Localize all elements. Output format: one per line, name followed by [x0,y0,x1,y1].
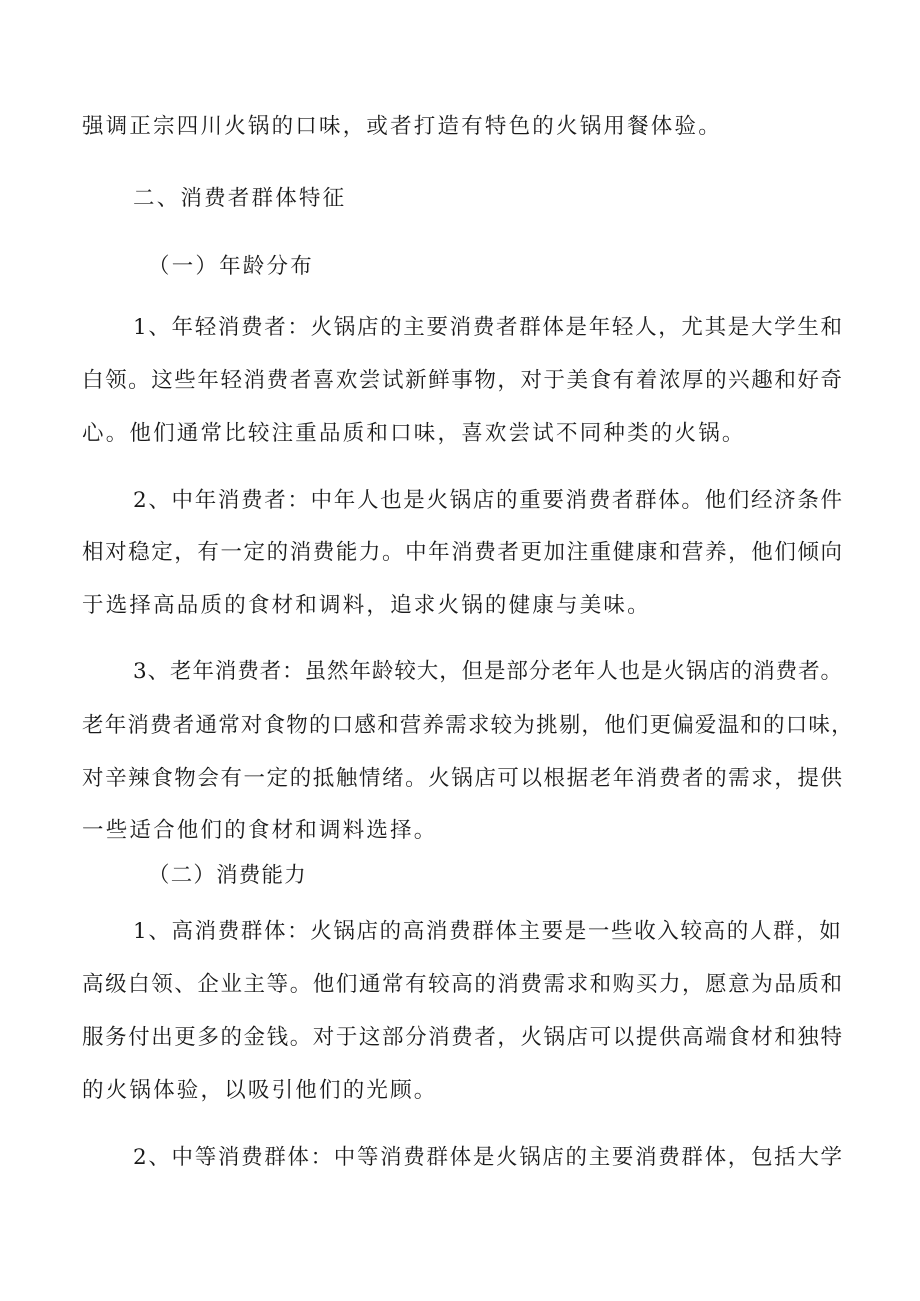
paragraph-line: 白领。这些年轻消费者喜欢尝试新鲜事物，对于美食有着浓厚的兴趣和好奇 [82,368,842,393]
paragraph-line: 1、年轻消费者：火锅店的主要消费者群体是年轻人，尤其是大学生和 [133,315,842,340]
paragraph-line: 一些适合他们的食材和调料选择。 [82,818,438,843]
paragraph-line: 2、中年消费者：中年人也是火锅店的重要消费者群体。他们经济条件 [133,488,842,513]
paragraph-line: 高级白领、企业主等。他们通常有较高的消费需求和购买力，愿意为品质和 [82,972,842,997]
paragraph-line: 1、高消费群体：火锅店的高消费群体主要是一些收入较高的人群，如 [133,919,842,944]
paragraph-line: 2、中等消费群体：中等消费群体是火锅店的主要消费群体，包括大学 [133,1145,842,1170]
paragraph-line: 的火锅体验，以吸引他们的光顾。 [82,1078,438,1103]
subsection-heading: （二）消费能力 [148,863,307,888]
paragraph-line: 于选择高品质的食材和调料，追求火锅的健康与美味。 [82,593,651,618]
paragraph-line: 对辛辣食物会有一定的抵触情绪。火锅店可以根据老年消费者的需求，提供 [82,766,842,791]
paragraph-line: 强调正宗四川火锅的口味，或者打造有特色的火锅用餐体验。 [82,114,722,139]
paragraph-line: 服务付出更多的金钱。对于这部分消费者，火锅店可以提供高端食材和独特 [82,1025,842,1050]
paragraph-line: 老年消费者通常对食物的口感和营养需求较为挑剔，他们更偏爱温和的口味， [82,713,854,738]
paragraph-line: 3、老年消费者：虽然年龄较大，但是部分老年人也是火锅店的消费者。 [133,659,842,684]
subsection-heading: （一）年龄分布 [148,254,314,279]
paragraph-line: 相对稳定，有一定的消费能力。中年消费者更加注重健康和营养，他们倾向 [82,540,842,565]
paragraph-line: 心。他们通常比较注重品质和口味，喜欢尝试不同种类的火锅。 [82,421,746,446]
section-heading: 二、消费者群体特征 [133,186,347,211]
